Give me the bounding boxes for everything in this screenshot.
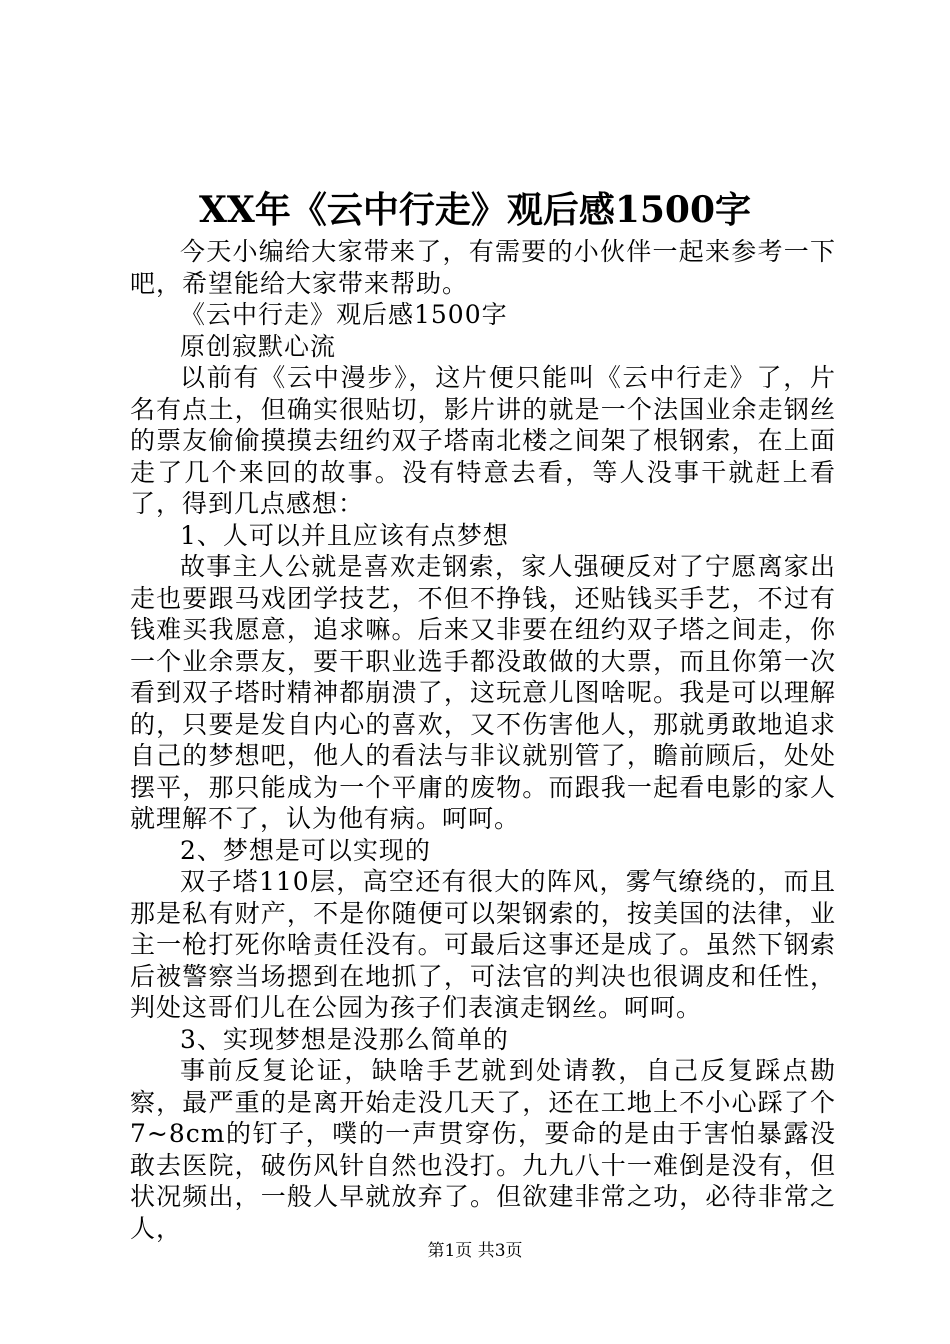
paragraph-body: 双子塔110层，高空还有很大的阵风，雾气缭绕的，而且那是私有财产，不是你随便可以架钢索的，按美国的法律，业主一枪打死你啥责任没有。可最后这事还是成了。虽然下钢索后被警察当场摁到在地抓了，可法官的判决也很调皮和任性，判处这哥们儿在公园为孩子们表演走钢丝。呵呵。 xyxy=(130,867,836,1022)
section-heading-3: 3、实现梦想是没那么简单的 xyxy=(180,1024,509,1054)
paragraph-author: 原创寂默心流 xyxy=(180,331,337,361)
paragraph-body: 故事主人公就是喜欢走钢索，家人强硬反对了宁愿离家出走也要跟马戏团学技艺，不但不挣钱，还贴钱买手艺，不过有钱难买我愿意，追求嘛。后来又非要在纽约双子塔之间走，你一个业余票友，要干职业选手都没敢做的大票，而且你第一次看到双子塔时精神都崩溃了，这玩意儿图啥呢。我是可以理解的，只要是发自内心的喜欢，又不伤害他人，那就勇敢地追求自己的梦想吧，他人的看法与非议就别管了，瞻前顾后，处处摆平，那只能成为一个平庸的废物。而跟我一起看电影的家人就理解不了，认为他有病。呵呵。 xyxy=(130,552,836,833)
page-footer: 第1页 共3页 xyxy=(427,1241,523,1261)
document-title: XX年《云中行走》观后感1500字 xyxy=(198,189,752,231)
section-heading-2: 2、梦想是可以实现的 xyxy=(180,835,431,865)
paragraph-subtitle: 《云中行走》观后感1500字 xyxy=(180,300,508,329)
document-body xyxy=(130,236,836,1244)
section-heading-1: 1、人可以并且应该有点梦想 xyxy=(180,520,509,550)
paragraph-body: 事前反复论证，缺啥手艺就到处请教，自己反复踩点勘察，最严重的是离开始走没几天了，还在工地上不小心踩了个7~8cm的钉子，噗的一声贯穿伤，要命的是由于害怕暴露没敢去医院，破伤风针自然也没打。九九八十一难倒是没有，但状况频出，一般人早就放弃了。但欲建非常之功，必待非常之人， xyxy=(130,1056,836,1243)
paragraph-body: 以前有《云中漫步》，这片便只能叫《云中行走》了，片名有点土，但确实很贴切，影片讲的就是一个法国业余走钢丝的票友偷偷摸摸去纽约双子塔南北楼之间架了根钢索，在上面走了几个来回的故事。没有特意去看，等人没事干就赶上看了，得到几点感想： xyxy=(130,363,836,518)
paragraph-intro: 今天小编给大家带来了，有需要的小伙伴一起来参考一下吧，希望能给大家带来帮助。 xyxy=(130,237,836,298)
